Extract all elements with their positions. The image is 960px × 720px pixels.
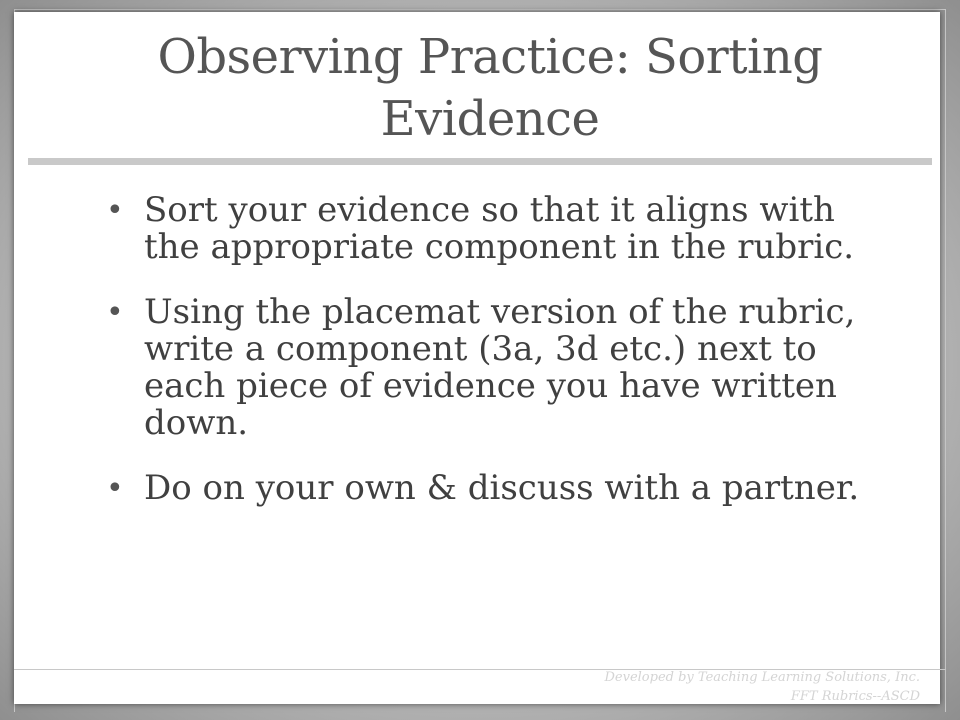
slide-frame-right xyxy=(945,9,946,712)
footer-credit-line1: Developed by Teaching Learning Solutions, Inc. xyxy=(604,670,920,685)
slide-title: Observing Practice: Sorting Evidence xyxy=(157,29,823,147)
title-divider xyxy=(28,158,932,165)
bullet-text: Do on your own & discuss with a partner. xyxy=(144,468,860,508)
bullet-text: Using the placemat version of the rubric, write a component (3a, 3d etc.) next to each piece of evidence you have written down. xyxy=(144,292,856,443)
bullet-text: Sort your evidence so that it aligns with the appropriate component in the rubric. xyxy=(144,190,855,267)
slide-frame-top xyxy=(14,9,946,10)
bullet-item xyxy=(104,294,874,442)
bullet-marker: • xyxy=(106,295,124,330)
bullet-marker: • xyxy=(106,193,124,228)
bullet-item xyxy=(104,192,874,266)
footer-credit-line2: FFT Rubrics--ASCD xyxy=(790,689,920,704)
bullet-item xyxy=(104,470,874,507)
footer-credit xyxy=(560,668,920,706)
bullet-marker: • xyxy=(106,471,124,506)
bullet-list xyxy=(104,192,874,535)
